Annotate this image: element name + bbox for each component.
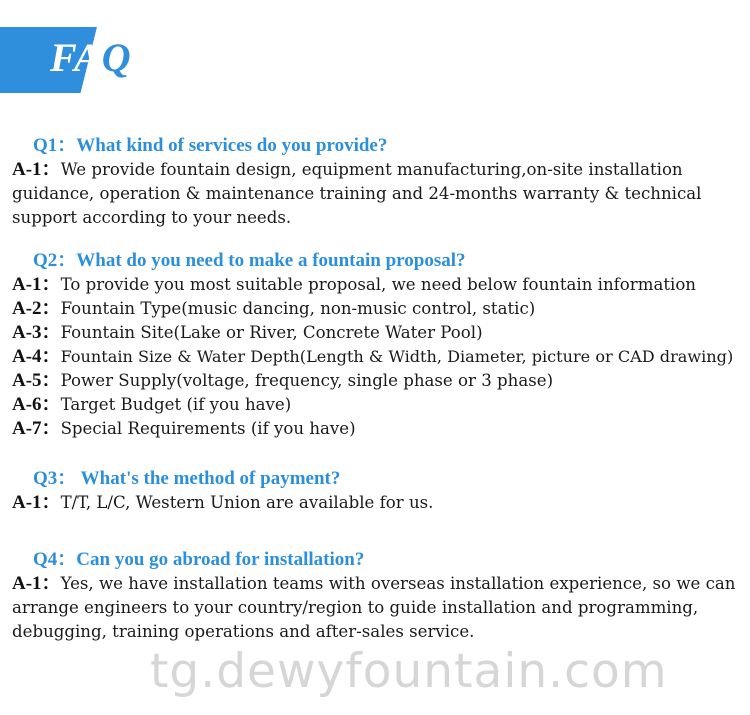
faq-answer-2-4 <box>12 345 740 369</box>
answer-label: A-1： <box>12 274 61 295</box>
answer-label: A-1： <box>12 159 61 180</box>
answer-label: A-1： <box>12 492 61 513</box>
answer-label: A-4： <box>12 346 61 367</box>
answer-label: A-5： <box>12 370 61 391</box>
faq-answer-3-1 <box>12 491 740 515</box>
answer-text: Fountain Size & Water Depth(Length & Width, Diameter, picture or CAD drawing) <box>60 347 734 366</box>
faq-answer-2-5 <box>12 369 740 393</box>
answer-text: To provide you most suitable proposal, we need below fountain information <box>60 275 696 294</box>
faq-question-3: Q3： What's the method of payment? <box>33 468 341 489</box>
answer-label: A-7： <box>12 418 61 439</box>
answer-text: We provide fountain design, equipment manufacturing,on-site installation guidance, operation & maintenance training and 24-months warranty & technical support according to your needs. <box>12 160 702 227</box>
title-main: FA <box>50 35 102 80</box>
answer-label: A-3： <box>12 322 61 343</box>
answer-text: Fountain Site(Lake or River, Concrete Water Pool) <box>60 323 483 342</box>
faq-answer-2-3 <box>12 321 740 345</box>
faq-answer-2-7 <box>12 417 740 441</box>
answer-text: T/T, L/C, Western Union are available for us. <box>60 493 434 512</box>
faq-answer-4-1 <box>12 572 740 644</box>
page-title <box>50 30 132 86</box>
answer-label: A-6： <box>12 394 61 415</box>
answer-text: Special Requirements (if you have) <box>60 419 356 438</box>
answer-label: A-2： <box>12 298 61 319</box>
faq-answer-1-1 <box>12 158 740 230</box>
faq-answer-2-2 <box>12 297 740 321</box>
faq-answer-2-1 <box>12 273 740 297</box>
watermark: tg.dewyfountain.com <box>150 644 668 699</box>
answer-text: Fountain Type(music dancing, non-music control, static) <box>60 299 536 318</box>
faq-question-2: Q2：What do you need to make a fountain proposal? <box>33 250 466 271</box>
faq-answer-2-6 <box>12 393 740 417</box>
answer-text: Power Supply(voltage, frequency, single phase or 3 phase) <box>60 371 554 390</box>
answer-text: Yes, we have installation teams with overseas installation experience, so we can arrange engineers to your country/region to guide installation and programming, debugging, training operations and after-sales service. <box>12 574 736 641</box>
faq-question-4: Q4：Can you go abroad for installation? <box>33 549 365 570</box>
title-tail: Q <box>101 35 132 80</box>
faq-question-1: Q1：What kind of services do you provide? <box>33 135 388 156</box>
answer-label: A-1： <box>12 573 61 594</box>
answer-text: Target Budget (if you have) <box>60 395 292 414</box>
